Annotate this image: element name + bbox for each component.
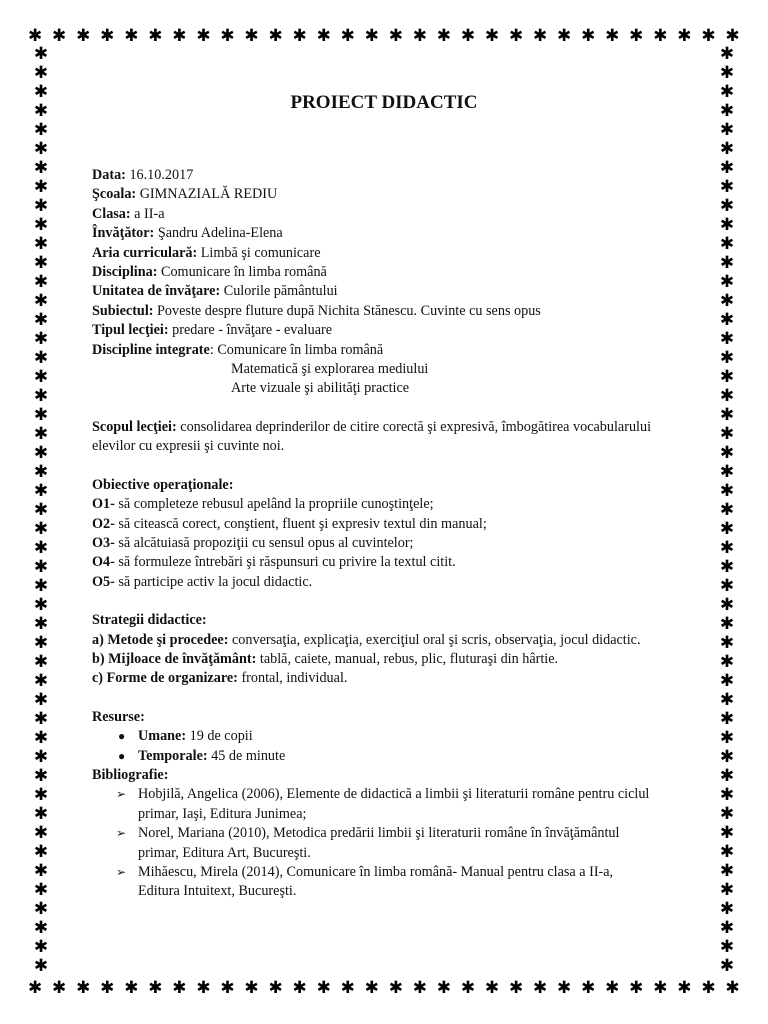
objective-item (92, 553, 652, 572)
border-star-icon: ✱ (719, 500, 735, 520)
border-star-icon: ✱ (719, 405, 735, 425)
border-star-icon: ✱ (33, 671, 49, 691)
bibliography-item (92, 785, 652, 824)
info-label: Unitatea de învăţare: (92, 283, 221, 300)
bibliography-item (92, 863, 652, 902)
bibliography-list (92, 785, 652, 901)
border-star-icon: ✱ (719, 804, 735, 824)
top-border (28, 26, 740, 46)
arrow-bullet-icon: ➢ (116, 787, 127, 802)
border-star-icon: ✱ (33, 158, 49, 178)
border-star-icon: ✱ (316, 978, 331, 998)
border-star-icon: ✱ (33, 709, 49, 729)
border-star-icon: ✱ (436, 978, 452, 998)
objective-item (92, 495, 652, 514)
border-star-icon: ✱ (220, 26, 235, 46)
border-star-icon: ✱ (719, 918, 735, 938)
border-star-icon: ✱ (719, 709, 735, 729)
border-star-icon: ✱ (33, 348, 49, 368)
border-star-icon: ✱ (33, 842, 49, 862)
border-star-icon: ✱ (33, 63, 49, 83)
border-star-icon: ✱ (364, 978, 379, 998)
border-star-icon: ✱ (33, 880, 49, 900)
border-star-icon: ✱ (33, 310, 49, 330)
info-value: 16.10.2017 (125, 167, 194, 183)
bibliography-text: Hobjilă, Angelica (2006), Elemente de didactică a limbii şi literaturii române pentru ciclul primar, Iaşi, Editura Junimea; (138, 786, 650, 822)
objectives-heading: Obiective operaţionale: (92, 476, 234, 493)
border-star-icon: ✱ (33, 367, 49, 387)
border-star-icon: ✱ (719, 82, 735, 102)
strategy-label: b) Mijloace de învăţământ: (92, 650, 257, 667)
border-star-icon: ✱ (719, 101, 735, 121)
objective-text: să alcătuiasă propoziţii cu sensul opus al cuvintelor; (114, 534, 414, 551)
info-value: Şandru Adelina-Elena (154, 225, 283, 242)
resource-item (92, 747, 652, 766)
info-value: Poveste despre fluture după Nichita Stănescu. Cuvinte cu sens opus (153, 302, 541, 319)
resources-list (92, 727, 652, 766)
border-star-icon: ✱ (33, 82, 49, 102)
border-star-icon: ✱ (719, 196, 735, 216)
info-line-class (92, 205, 652, 224)
bibliography-text: Mihăescu, Mirela (2014), Comunicare în limba română- Manual pentru clasa a II-a, Editura Intuitext, Bucureşti. (138, 864, 614, 900)
info-label: Discipline integrate (92, 341, 210, 358)
border-star-icon: ✱ (33, 747, 49, 767)
info-label: Clasa: (92, 205, 131, 222)
border-star-icon: ✱ (244, 26, 259, 46)
border-star-icon: ✱ (581, 978, 596, 998)
objective-code: O2- (92, 515, 115, 532)
border-star-icon: ✱ (33, 101, 49, 121)
border-star-icon: ✱ (719, 272, 735, 292)
border-star-icon: ✱ (719, 728, 735, 748)
info-value: predare - învăţare - evaluare (168, 322, 333, 339)
border-star-icon: ✱ (33, 861, 49, 881)
border-star-icon: ✱ (532, 978, 548, 998)
border-star-icon: ✱ (148, 978, 163, 998)
border-star-icon: ✱ (33, 253, 49, 273)
strategy-label: a) Metode şi procedee: (92, 631, 229, 648)
info-line-unit (92, 282, 652, 301)
border-star-icon: ✱ (719, 424, 735, 444)
border-star-icon: ✱ (719, 234, 735, 254)
strategy-text: conversaţia, explicaţia, exerciţiul oral şi scris, observaţia, jocul didactic. (228, 631, 641, 648)
border-star-icon: ✱ (719, 177, 735, 197)
border-star-icon: ✱ (719, 310, 735, 330)
border-star-icon: ✱ (508, 978, 524, 998)
border-star-icon: ✱ (33, 937, 49, 957)
border-star-icon: ✱ (719, 576, 735, 596)
border-star-icon: ✱ (33, 956, 49, 976)
info-block (92, 166, 652, 399)
border-star-icon: ✱ (33, 44, 49, 64)
border-star-icon: ✱ (719, 956, 735, 976)
border-star-icon: ✱ (719, 690, 735, 710)
border-star-icon: ✱ (508, 26, 524, 46)
border-star-icon: ✱ (33, 177, 49, 197)
objective-code: O1- (92, 496, 115, 513)
border-star-icon: ✱ (412, 978, 427, 998)
objective-text: să participe activ la jocul didactic. (114, 573, 313, 590)
border-star-icon: ✱ (388, 978, 403, 998)
info-line-type (92, 321, 652, 340)
border-star-icon: ✱ (719, 158, 735, 178)
border-star-icon: ✱ (725, 26, 740, 46)
integrated-discipline: Arte vizuale şi abilităţi practice (231, 380, 410, 397)
border-star-icon: ✱ (719, 253, 735, 273)
border-star-icon: ✱ (33, 139, 49, 159)
border-star-icon: ✱ (719, 899, 735, 919)
info-line-discipline (92, 263, 652, 282)
integrated-discipline: Matematică şi explorarea mediului (231, 361, 429, 378)
scope-text: consolidarea deprinderilor de citire corectă şi expresivă, îmbogătirea vocabularului elevilor cu expresii şi cuvinte noi. (92, 418, 652, 455)
border-star-icon: ✱ (719, 633, 735, 653)
border-star-icon: ✱ (557, 978, 572, 998)
resources-heading: Resurse: (92, 708, 145, 725)
border-star-icon: ✱ (33, 500, 49, 520)
border-star-icon: ✱ (719, 481, 735, 501)
border-star-icon: ✱ (33, 918, 49, 938)
border-star-icon: ✱ (719, 861, 735, 881)
bibliography-item (92, 824, 652, 863)
border-star-icon: ✱ (653, 978, 668, 998)
border-star-icon: ✱ (460, 26, 476, 46)
border-star-icon: ✱ (268, 26, 283, 46)
objective-item (92, 534, 652, 553)
resource-label: Umane: (138, 728, 187, 745)
border-star-icon: ✱ (719, 44, 735, 64)
resource-label: Temporale: (138, 747, 208, 764)
border-star-icon: ✱ (100, 26, 115, 46)
border-star-icon: ✱ (33, 728, 49, 748)
border-star-icon: ✱ (388, 26, 403, 46)
info-label: Tipul lecţiei: (92, 322, 169, 339)
border-star-icon: ✱ (340, 978, 355, 998)
border-star-icon: ✱ (557, 26, 572, 46)
border-star-icon: ✱ (412, 26, 427, 46)
border-star-icon: ✱ (196, 26, 211, 46)
border-star-icon: ✱ (719, 462, 735, 482)
border-star-icon: ✱ (719, 538, 735, 558)
border-star-icon: ✱ (33, 557, 49, 577)
strategies-heading: Strategii didactice: (92, 612, 207, 629)
border-star-icon: ✱ (33, 424, 49, 444)
strategy-text: tablă, caiete, manual, rebus, plic, fluturaşi din hârtie. (256, 650, 559, 667)
bottom-border (28, 978, 740, 998)
info-label: Aria curriculară: (92, 244, 198, 261)
objective-code: O5- (92, 573, 115, 590)
border-star-icon: ✱ (484, 26, 500, 46)
border-star-icon: ✱ (33, 234, 49, 254)
border-star-icon: ✱ (719, 557, 735, 577)
resource-text: 45 de minute (207, 747, 286, 764)
border-star-icon: ✱ (33, 576, 49, 596)
border-star-icon: ✱ (719, 329, 735, 349)
border-star-icon: ✱ (33, 690, 49, 710)
border-star-icon: ✱ (653, 26, 668, 46)
arrow-bullet-icon: ➢ (116, 865, 127, 879)
border-star-icon: ✱ (76, 26, 91, 46)
border-star-icon: ✱ (605, 26, 620, 46)
border-star-icon: ✱ (719, 386, 735, 406)
border-star-icon: ✱ (28, 978, 43, 998)
border-star-icon: ✱ (292, 978, 307, 998)
strategies-section (92, 611, 652, 689)
info-label: Data: (92, 167, 126, 183)
strategy-item (92, 650, 652, 669)
info-line-date (92, 166, 652, 185)
border-star-icon: ✱ (33, 538, 49, 558)
info-line-teacher (92, 224, 652, 243)
border-star-icon: ✱ (33, 443, 49, 463)
border-star-icon: ✱ (719, 614, 735, 634)
lesson-plan (92, 166, 652, 902)
border-star-icon: ✱ (268, 978, 283, 998)
objective-text: să citească corect, conştient, fluent şi expresiv textul din manual; (114, 515, 487, 532)
border-star-icon: ✱ (719, 595, 735, 615)
bibliography-text: Norel, Mariana (2010), Metodica predării limbii şi literaturii române în învăţământul primar, Editura Art, Bucureşti. (138, 825, 620, 861)
border-star-icon: ✱ (719, 367, 735, 387)
border-star-icon: ✱ (33, 595, 49, 615)
border-star-icon: ✱ (124, 978, 139, 998)
border-star-icon: ✱ (340, 26, 355, 46)
border-star-icon: ✱ (52, 26, 67, 46)
border-star-icon: ✱ (629, 978, 644, 998)
page-title: PROIECT DIDACTIC (290, 92, 478, 113)
scope-label: Scopul lecţiei: (92, 418, 177, 435)
info-value: GIMNAZIALĂ REDIU (136, 186, 278, 203)
border-star-icon: ✱ (33, 196, 49, 216)
border-star-icon: ✱ (436, 26, 452, 46)
resources-section (92, 708, 652, 766)
border-star-icon: ✱ (33, 215, 49, 235)
border-star-icon: ✱ (605, 978, 620, 998)
border-star-icon: ✱ (33, 804, 49, 824)
border-star-icon: ✱ (719, 747, 735, 767)
border-star-icon: ✱ (629, 26, 644, 46)
info-value: Comunicare în limba română (157, 264, 327, 281)
info-line-area (92, 244, 652, 263)
border-star-icon: ✱ (33, 633, 49, 653)
arrow-bullet-icon: ➢ (116, 826, 127, 841)
info-value: Culorile pământului (220, 283, 338, 300)
strategy-item (92, 669, 652, 688)
border-star-icon: ✱ (33, 120, 49, 140)
border-star-icon: ✱ (701, 26, 716, 46)
border-star-icon: ✱ (244, 978, 259, 998)
border-star-icon: ✱ (100, 978, 115, 998)
border-star-icon: ✱ (220, 978, 235, 998)
info-line-integrated (92, 341, 652, 360)
border-star-icon: ✱ (677, 978, 692, 998)
border-star-icon: ✱ (719, 842, 735, 862)
border-star-icon: ✱ (701, 978, 716, 998)
border-star-icon: ✱ (719, 519, 735, 539)
objectives-section (92, 476, 652, 592)
resource-text: 19 de copii (186, 728, 253, 745)
info-label: Şcoala: (92, 186, 137, 203)
border-star-icon: ✱ (719, 443, 735, 463)
bibliography-section (92, 766, 652, 902)
border-star-icon: ✱ (28, 26, 43, 46)
border-star-icon: ✱ (52, 978, 67, 998)
objective-code: O4- (92, 554, 115, 571)
border-star-icon: ✱ (719, 348, 735, 368)
border-star-icon: ✱ (677, 26, 692, 46)
bullet-icon: ● (118, 729, 126, 744)
border-star-icon: ✱ (719, 880, 735, 900)
objective-code: O3- (92, 534, 115, 551)
bibliography-heading: Bibliografie: (92, 766, 169, 783)
border-star-icon: ✱ (581, 26, 596, 46)
border-star-icon: ✱ (719, 139, 735, 159)
border-star-icon: ✱ (719, 766, 735, 786)
border-star-icon: ✱ (719, 823, 735, 843)
bullet-icon: ● (118, 748, 126, 763)
info-label: Disciplina: (92, 264, 158, 281)
objective-text: să completeze rebusul apelând la propriile cunoştinţele; (114, 496, 434, 513)
info-line-school (92, 185, 652, 204)
border-star-icon: ✱ (719, 671, 735, 691)
strategy-label: c) Forme de organizare: (92, 670, 238, 687)
border-star-icon: ✱ (33, 329, 49, 349)
lesson-scope (92, 418, 652, 457)
border-star-icon: ✱ (316, 26, 331, 46)
border-star-icon: ✱ (33, 386, 49, 406)
border-star-icon: ✱ (124, 26, 139, 46)
border-star-icon: ✱ (33, 899, 49, 919)
border-star-icon: ✱ (33, 481, 49, 501)
border-star-icon: ✱ (364, 26, 379, 46)
left-border (31, 45, 51, 975)
border-star-icon: ✱ (460, 978, 476, 998)
strategy-item (92, 631, 652, 650)
info-label: Învăţător: (92, 225, 155, 242)
border-star-icon: ✱ (33, 766, 49, 786)
border-star-icon: ✱ (719, 937, 735, 957)
right-border (717, 45, 737, 975)
border-star-icon: ✱ (33, 291, 49, 311)
border-star-icon: ✱ (719, 63, 735, 83)
objective-item (92, 573, 652, 592)
objective-item (92, 515, 652, 534)
border-star-icon: ✱ (148, 26, 163, 46)
border-star-icon: ✱ (719, 120, 735, 140)
border-star-icon: ✱ (725, 978, 740, 998)
border-star-icon: ✱ (33, 462, 49, 482)
border-star-icon: ✱ (33, 823, 49, 843)
resource-item (92, 727, 652, 746)
border-star-icon: ✱ (532, 26, 548, 46)
objective-text: să formuleze întrebări şi răspunsuri cu privire la textul citit. (114, 554, 456, 571)
border-star-icon: ✱ (33, 272, 49, 292)
info-value: Limbă şi comunicare (197, 244, 321, 261)
border-star-icon: ✱ (719, 785, 735, 805)
border-star-icon: ✱ (33, 652, 49, 672)
border-star-icon: ✱ (719, 215, 735, 235)
info-label: Subiectul: (92, 302, 154, 319)
border-star-icon: ✱ (33, 614, 49, 634)
border-star-icon: ✱ (292, 26, 307, 46)
info-line-subject (92, 302, 652, 321)
border-star-icon: ✱ (172, 26, 187, 46)
border-star-icon: ✱ (484, 978, 500, 998)
border-star-icon: ✱ (719, 652, 735, 672)
border-star-icon: ✱ (196, 978, 211, 998)
border-star-icon: ✱ (76, 978, 91, 998)
info-value: a II-a (130, 205, 165, 222)
info-value: : Comunicare în limba română (209, 341, 384, 358)
border-star-icon: ✱ (33, 785, 49, 805)
border-star-icon: ✱ (719, 291, 735, 311)
border-star-icon: ✱ (33, 519, 49, 539)
strategy-text: frontal, individual. (237, 670, 348, 687)
border-star-icon: ✱ (172, 978, 187, 998)
border-star-icon: ✱ (33, 405, 49, 425)
